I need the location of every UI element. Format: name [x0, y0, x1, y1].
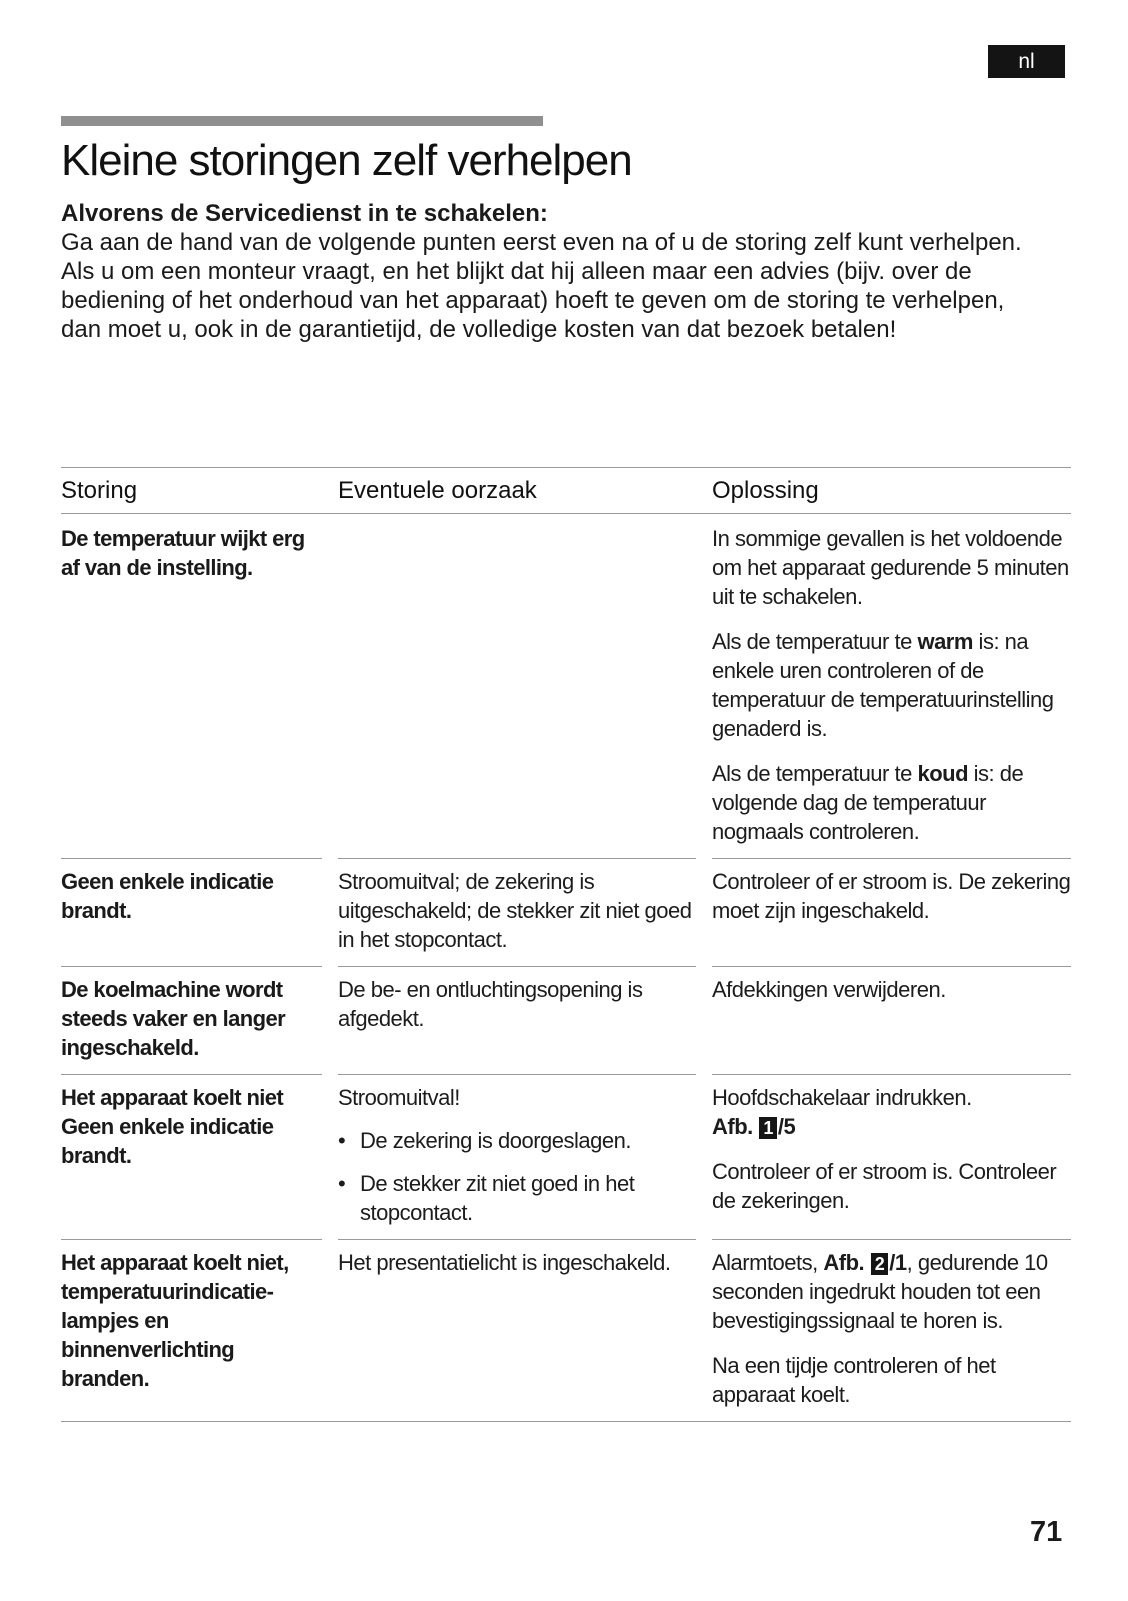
solution-text: Controleer of er stroom is. Controleer de zekeringen. [712, 1159, 1057, 1213]
fault-cell: De koelmachine wordt steeds vaker en langer ingeschakeld. [61, 966, 322, 1062]
cause-cell: Stroomuitval; de zekering is uitgeschakeld; de stekker zit niet goed in het stopcontact. [338, 858, 696, 954]
cause-cell: Het presentatielicht is ingeschakeld. [338, 1239, 696, 1409]
solution-text: In sommige gevallen is het voldoende om het apparaat gedurende 5 minuten uit te schakelen. [712, 526, 1069, 609]
intro-section [61, 199, 1051, 344]
language-badge: nl [988, 45, 1065, 78]
fault-cell: De temperatuur wijkt erg af van de instelling. [61, 526, 305, 580]
header-storing: Storing [61, 476, 138, 504]
intro-paragraph-2: Als u om een monteur vraagt, en het blijkt dat hij alleen maar een advies (bijv. over de bediening of het onderhoud van het apparaat) hoeft te geven om de storing te verhelpen, dan moet u, ook in de garantietijd, de volledige kosten van dat bezoek betalen! [61, 258, 1005, 343]
solution-text: Als de temperatuur te warm is: na enkele uren controleren of de temperatuur de temperatuurinstelling genaderd is. [712, 629, 1054, 741]
solution-text: Als de temperatuur te koud is: de volgende dag de temperatuur nogmaals controleren. [712, 761, 1024, 844]
figure-ref: Afb. [712, 1114, 753, 1139]
cause-text: Stroomuitval! [338, 1085, 460, 1110]
solution-text: Na een tijdje controleren of het apparaat koelt. [712, 1353, 996, 1407]
figure-number-badge: 1 [759, 1117, 777, 1139]
solution-text: Hoofdschakelaar indrukken. Afb. 1 /5 [712, 1085, 972, 1139]
header-oorzaak: Eventuele oorzaak [338, 476, 537, 504]
troubleshooting-table [61, 467, 1071, 1422]
page-title: Kleine storingen zelf verhelpen [61, 136, 632, 185]
header-oplossing: Oplossing [712, 476, 819, 504]
table-row [61, 966, 1071, 1074]
solution-cell [712, 1239, 1071, 1409]
page-number: 71 [1030, 1516, 1063, 1548]
figure-number-badge: 2 [871, 1253, 889, 1275]
cause-cell [338, 1074, 696, 1227]
table-row [61, 1074, 1071, 1239]
solution-cell [712, 524, 1071, 846]
table-row [61, 514, 1071, 858]
solution-text: Alarmtoets, Afb. 2 /1, gedurende 10 seconden ingedrukt houden tot een bevestigingssignaal te horen is. [712, 1250, 1048, 1333]
intro-paragraph-1: Ga aan de hand van de volgende punten eerst even na of u de storing zelf kunt verhelpen. [61, 229, 1022, 256]
table-row [61, 1239, 1071, 1422]
fault-cell: Het apparaat koelt niet Geen enkele indicatie brandt. [61, 1074, 322, 1227]
intro-lead: Alvorens de Servicedienst in te schakelen: [61, 200, 548, 227]
cause-cell: De be- en ontluchtingsopening is afgedekt. [338, 966, 696, 1062]
list-item: • De stekker zit niet goed in het stopcontact. [338, 1171, 635, 1225]
solution-cell: Afdekkingen verwijderen. [712, 966, 1071, 1062]
fault-cell: Het apparaat koelt niet, temperatuurindicatie-lampjes en binnenverlichting branden. [61, 1239, 322, 1409]
solution-cell: Controleer of er stroom is. De zekering moet zijn ingeschakeld. [712, 858, 1071, 954]
table-row [61, 858, 1071, 966]
list-item: • De zekering is doorgeslagen. [338, 1128, 631, 1153]
solution-cell [712, 1074, 1071, 1227]
cause-cell [338, 524, 696, 846]
figure-ref: Afb. [823, 1250, 865, 1275]
fault-cell: Geen enkele indicatie brandt. [61, 858, 322, 954]
table-header [61, 467, 1071, 514]
title-rule [61, 116, 543, 126]
